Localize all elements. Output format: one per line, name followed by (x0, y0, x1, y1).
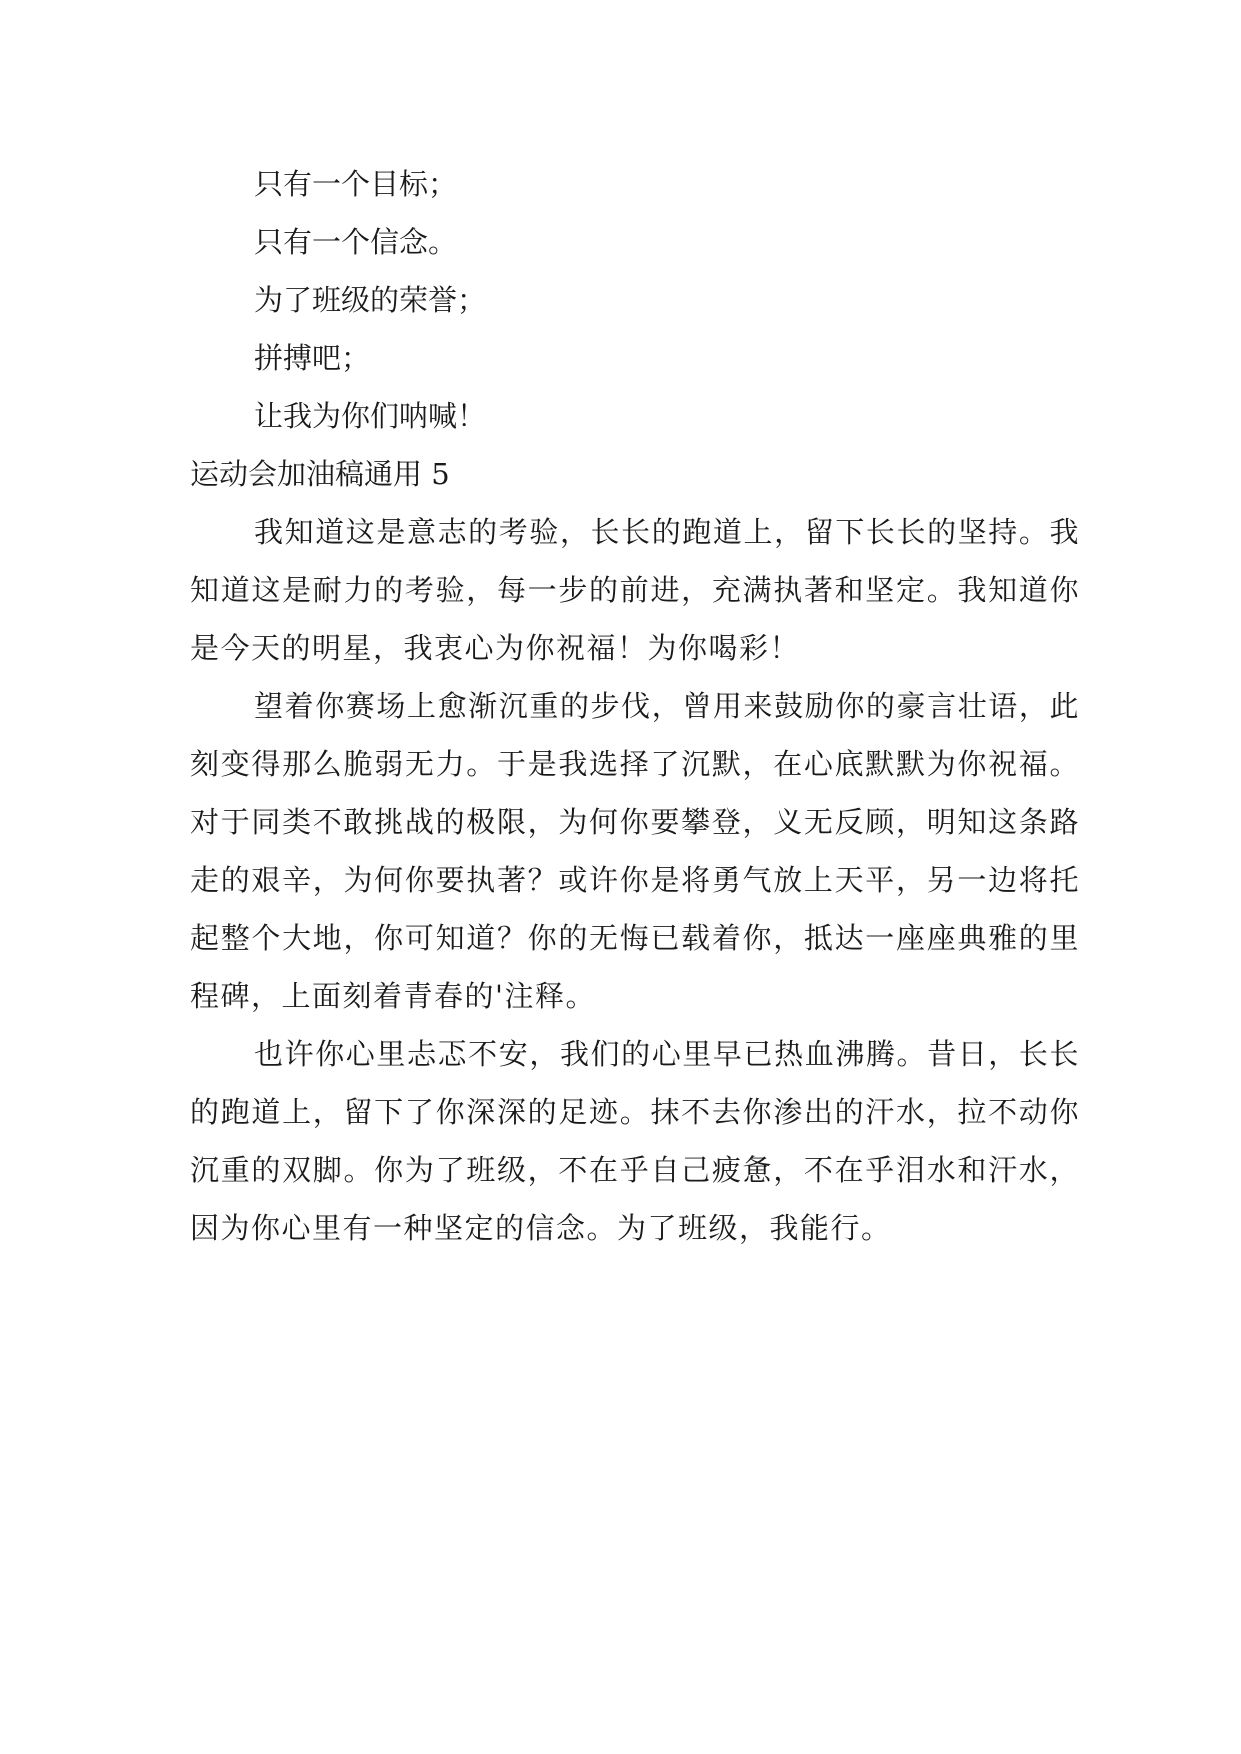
poem-line: 为了班级的荣誉； (254, 283, 487, 317)
paragraph: 我知道这是意志的考验，长长的跑道上，留下长长的坚持。我知道这是耐力的考验，每一步的前进，充满执著和坚定。我知道你是今天的明星，我衷心为你祝福！为你喝彩！ (190, 515, 1080, 665)
paragraph: 也许你心里忐忑不安，我们的心里早已热血沸腾。昔日，长长的跑道上，留下了你深深的足迹。抹不去你渗出的汗水，拉不动你沉重的双脚。你为了班级，不在乎自己疲惫，不在乎泪水和汗水，因为你心里有一种坚定的信念。为了班级，我能行。 (190, 1037, 1080, 1245)
poem-line: 拼搏吧； (254, 341, 371, 375)
poem-line: 只有一个目标； (254, 167, 458, 201)
document-content (190, 155, 1080, 1257)
poem-line: 只有一个信念。 (254, 225, 458, 259)
section-title: 运动会加油稿通用 5 (190, 457, 450, 491)
paragraph: 望着你赛场上愈渐沉重的步伐，曾用来鼓励你的豪言壮语，此刻变得那么脆弱无力。于是我选择了沉默，在心底默默为你祝福。对于同类不敢挑战的极限，为何你要攀登，义无反顾，明知这条路走的艰辛，为何你要执著？或许你是将勇气放上天平，另一边将托起整个大地，你可知道？你的无悔已载着你，抵达一座座典雅的里程碑，上面刻着青春的'注释。 (190, 689, 1080, 1013)
poem-line: 让我为你们呐喊！ (254, 399, 487, 433)
